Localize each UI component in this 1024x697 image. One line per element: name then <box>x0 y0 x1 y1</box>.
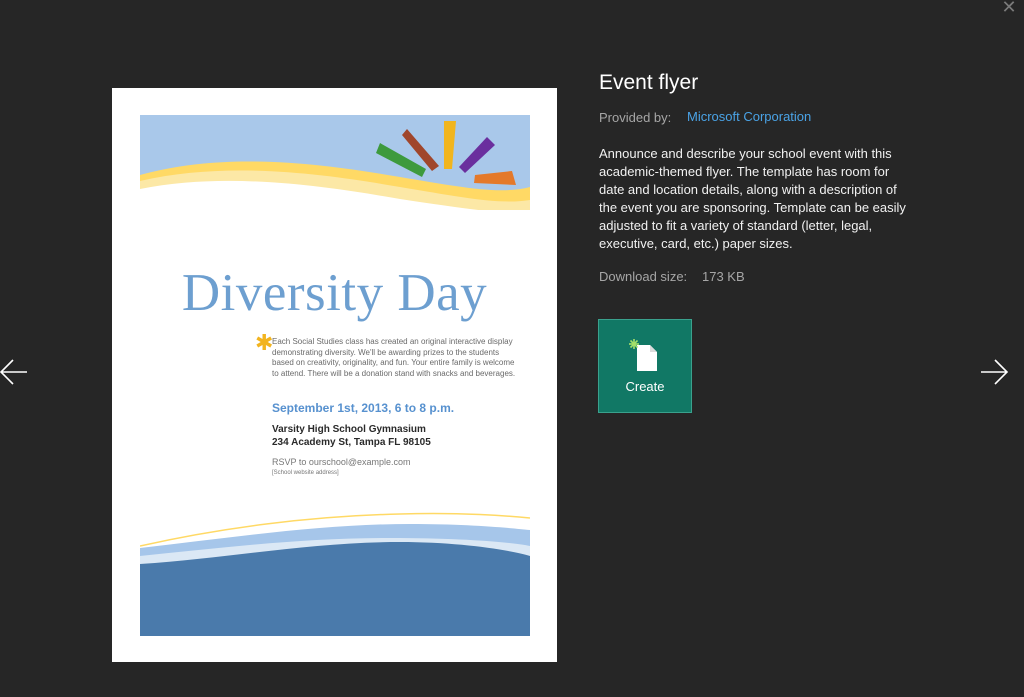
flyer-footer-graphic <box>140 508 530 636</box>
flyer-website: [School website address] <box>272 470 339 476</box>
close-button[interactable]: ✕ <box>1001 0 1017 17</box>
flyer-rsvp: RSVP to ourschool@example.com <box>272 457 411 467</box>
star-icon: ✱ <box>255 330 274 355</box>
provided-by-label: Provided by: <box>599 110 672 125</box>
flyer-venue <box>272 423 431 449</box>
create-button[interactable] <box>598 319 692 413</box>
flyer-date: September 1st, 2013, 6 to 8 p.m. <box>272 401 455 415</box>
flyer-venue-name: Varsity High School Gymnasium <box>272 424 426 435</box>
flyer-venue-address: 234 Academy St, Tampa FL 98105 <box>272 437 431 448</box>
flyer-description: Each Social Studies class has created an original interactive display demonstrating diversity. We'll be awarding prizes to the students based on creativity, originality, and fun. Your entire family is welcome to attend. There will be a donation stand with snacks and beverages. <box>272 337 516 378</box>
next-template-button[interactable] <box>978 355 1012 389</box>
arrow-left-icon <box>0 355 30 389</box>
download-size-label: Download size: <box>599 269 688 284</box>
template-preview <box>112 88 557 662</box>
template-title: Event flyer <box>599 71 699 94</box>
create-button-label: Create <box>625 379 665 394</box>
flyer-banner-graphic <box>140 115 530 210</box>
download-size-value: 173 KB <box>702 269 745 284</box>
flyer-title: Diversity Day <box>181 264 488 322</box>
arrow-right-icon <box>978 355 1012 389</box>
provider-link[interactable]: Microsoft Corporation <box>687 109 812 124</box>
previous-template-button[interactable] <box>0 355 30 389</box>
new-document-icon <box>629 339 661 373</box>
template-description: Announce and describe your school event with this academic-themed flyer. The template has room for date and location details, along with a description of the event you are sponsoring. Template can be easily adjusted to fit a variety of standard (letter, legal, executive, card, etc.) paper sizes. <box>599 146 906 251</box>
